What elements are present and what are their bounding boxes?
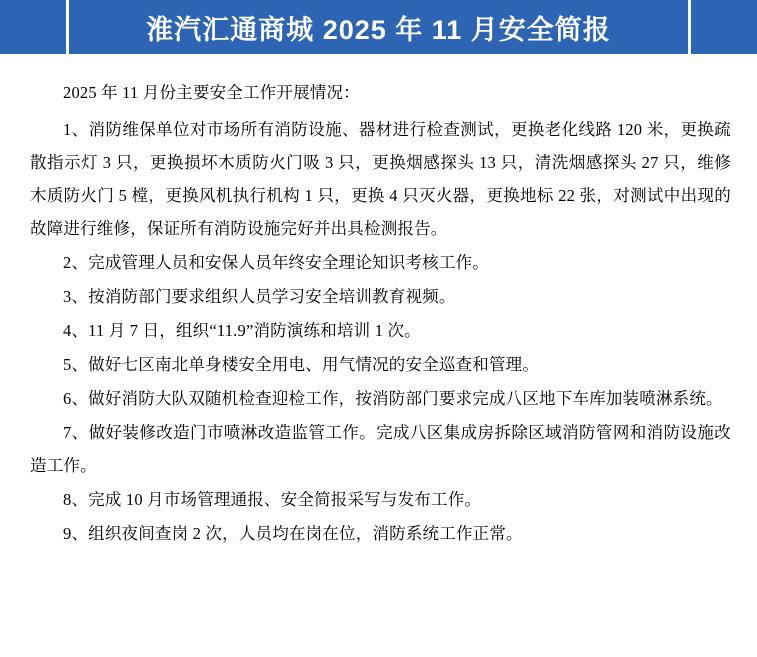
paragraph-item-9: 9、组织夜间查岗 2 次，人员均在岗在位，消防系统工作正常。 <box>63 524 523 543</box>
banner-center <box>66 0 691 54</box>
paragraph-item-5: 5、做好七区南北单身楼安全用电、用气情况的安全巡查和管理。 <box>63 355 540 374</box>
banner-left-cap <box>0 0 66 54</box>
paragraph-item-3: 3、按消防部门要求组织人员学习安全培训教育视频。 <box>63 287 456 306</box>
document-body <box>0 54 757 550</box>
title-banner <box>0 0 757 54</box>
paragraph-item-4: 4、11 月 7 日，组织“11.9”消防演练和培训 1 次。 <box>63 321 421 340</box>
paragraph-item-6: 6、做好消防大队双随机检查迎检工作，按消防部门要求完成八区地下车库加装喷淋系统。 <box>63 389 723 408</box>
paragraph-item-2: 2、完成管理人员和安保人员年终安全理论知识考核工作。 <box>63 253 489 272</box>
paragraph-item-1: 1、消防维保单位对市场所有消防设施、器材进行检查测试，更换老化线路 120 米，更换疏散指示灯 3 只，更换损坏木质防火门吸 3 只，更换烟感探头 13 只，清洗烟感探头 27 只，维修木质防火门 5 樘，更换风机执行机构 1 只，更换 4 只灭火器，更换地标 22 张，对测试中出现的故障进行维修，保证所有消防设施完好并出具检测报告。 <box>30 120 731 238</box>
banner-right-cap <box>691 0 757 54</box>
page-title: 淮汽汇通商城 2025 年 11 月安全简报 <box>146 14 611 45</box>
paragraph-intro: 2025 年 11 月份主要安全工作开展情况： <box>63 83 360 102</box>
paragraph-item-7: 7、做好装修改造门市喷淋改造监管工作。完成八区集成房拆除区域消防管网和消防设施改造工作。 <box>30 423 731 475</box>
paragraph-item-8: 8、完成 10 月市场管理通报、安全简报采写与发布工作。 <box>63 490 482 509</box>
